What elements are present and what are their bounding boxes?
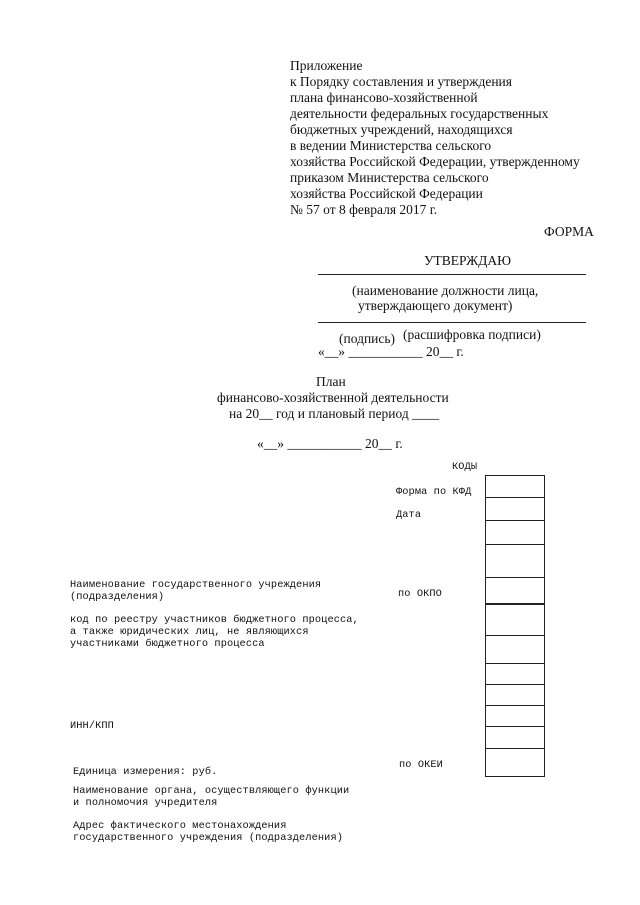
address-line-1: Адрес фактического местонахождения — [73, 820, 287, 832]
annex-line: № 57 от 8 февраля 2017 г. — [290, 202, 438, 217]
annex-line: хозяйства Российской Федерации — [290, 186, 483, 201]
position-hint-2: утверждающего документ) — [358, 298, 513, 313]
plan-subtitle: финансово-хозяйственной деятельности — [217, 390, 449, 405]
decoding-hint: (расшифровка подписи) — [403, 327, 541, 342]
form-kfd-label: Форма по КФД — [396, 486, 472, 498]
code-cell-registry[interactable] — [486, 636, 544, 664]
registry-code-line-1: код по реестру участников бюджетного процесса, — [70, 614, 359, 626]
address-line-2: государственного учреждения (подразделения) — [73, 832, 344, 844]
annex-line: приказом Министерства сельского — [290, 170, 489, 185]
codes-header: КОДЫ — [452, 461, 478, 473]
institution-name-line-1: Наименование государственного учреждения — [70, 579, 322, 591]
code-cell-date[interactable] — [486, 498, 544, 521]
codes-table — [485, 475, 545, 777]
okei-label: по ОКЕИ — [399, 759, 443, 771]
annex-line: Приложение — [290, 58, 363, 73]
institution-name-label — [70, 579, 321, 603]
code-cell[interactable] — [486, 605, 544, 636]
code-cell-form-kfd[interactable] — [486, 476, 544, 498]
code-cell[interactable] — [486, 664, 544, 685]
code-cell-inn-kpp[interactable] — [486, 706, 544, 727]
approval-title: УТВЕРЖДАЮ — [424, 253, 512, 268]
inn-kpp-label: ИНН/КПП — [70, 720, 114, 732]
approval-date-line: «__» ___________ 20__ г. — [318, 344, 464, 359]
signature-hint: (подпись) — [339, 331, 396, 346]
form-label: ФОРМА — [544, 224, 594, 239]
code-cell-okei[interactable] — [486, 749, 544, 777]
code-cell[interactable] — [486, 727, 544, 749]
date-label: Дата — [396, 509, 422, 521]
institution-name-line-2: (подразделения) — [70, 591, 165, 603]
code-cell[interactable] — [486, 685, 544, 706]
annex-line: к Порядку составления и утверждения — [290, 74, 512, 89]
signature-line — [318, 322, 586, 323]
unit-label: Единица измерения: руб. — [73, 766, 218, 778]
okpo-label: по ОКПО — [398, 588, 442, 600]
annex-line: плана финансово-хозяйственной — [290, 90, 478, 105]
registry-code-label — [70, 614, 359, 650]
plan-period: на 20__ год и плановый период ____ — [229, 406, 440, 421]
annex-line: деятельности федеральных государственных — [290, 106, 549, 121]
code-cell[interactable] — [486, 545, 544, 578]
position-hint-1: (наименование должности лица, — [352, 283, 539, 298]
code-cell-okpo[interactable] — [486, 578, 544, 605]
code-cell[interactable] — [486, 521, 544, 545]
founder-label — [73, 785, 349, 809]
plan-date-line: «__» ___________ 20__ г. — [257, 436, 403, 451]
founder-line-1: Наименование органа, осуществляющего функции — [73, 785, 350, 797]
registry-code-line-3: участниками бюджетного процесса — [70, 638, 265, 650]
annex-line: хозяйства Российской Федерации, утвержденному — [290, 154, 580, 169]
position-line — [318, 274, 586, 275]
address-label — [73, 820, 343, 844]
annex-header — [290, 58, 620, 218]
founder-line-2: и полномочия учредителя — [73, 797, 218, 809]
plan-title: План — [316, 374, 346, 389]
annex-line: в ведении Министерства сельского — [290, 138, 492, 153]
registry-code-line-2: а также юридических лиц, не являющихся — [70, 626, 309, 638]
annex-line: бюджетных учреждений, находящихся — [290, 122, 513, 137]
